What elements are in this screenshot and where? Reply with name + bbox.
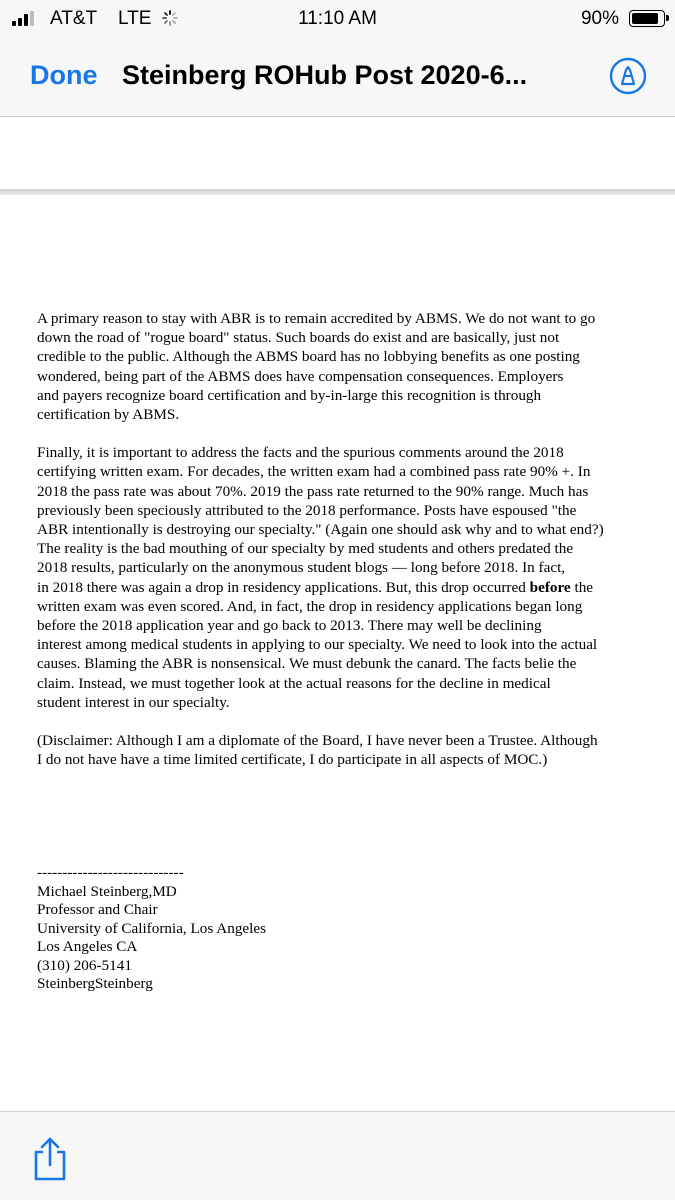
text-line: (Disclaimer: Although I am a diplomate of the Board, I have never been a Trustee. Although (37, 732, 598, 750)
status-bar (0, 0, 675, 40)
page-separator (0, 189, 675, 195)
text-line: student interest in our specialty. (37, 693, 230, 711)
bold-word: before (529, 578, 571, 596)
text-line: previously been speciously attributed to the 2018 performance. Posts have espoused "the (37, 501, 577, 519)
signature-rule: ----------------------------- (37, 864, 184, 881)
text-line: wondered, being part of the ABMS does have compensation consequences. Employers (37, 367, 564, 385)
signature-phone: (310) 206-5141 (37, 956, 132, 974)
text-line: certifying written exam. For decades, the written exam had a combined pass rate 90% +. In (37, 463, 591, 481)
bottom-toolbar (0, 1111, 675, 1200)
battery-level-fill (632, 13, 658, 24)
text-line: Finally, it is important to address the facts and the spurious comments around the 2018 (37, 444, 564, 462)
text-line: credible to the public. Although the ABMS board has no lobbying benefits as one posting (37, 348, 580, 366)
paragraph-disclaimer (37, 731, 647, 769)
text-line-with-bold (37, 578, 647, 597)
text-line: I do not have have a time limited certificate, I do participate in all aspects of MOC.) (37, 751, 548, 769)
text-segment: the (570, 578, 594, 596)
signature-block (37, 864, 266, 994)
navigation-bar (0, 40, 675, 117)
text-line: down the road of "rogue board" status. Such boards do exist and are basically, just not (37, 329, 560, 347)
text-line: written exam was even scored. And, in fact, the drop in residency applications began long (37, 597, 583, 615)
text-line: interest among medical students in applying to our specialty. We need to look into the actual (37, 636, 598, 654)
text-line: and payers recognize board certification and by-in-large this recognition is through (37, 386, 542, 404)
document-text (37, 309, 647, 788)
signature-name: Michael Steinberg,MD (37, 882, 177, 900)
text-line: A primary reason to stay with ABR is to remain accredited by ABMS. We do not want to go (37, 310, 596, 327)
text-line: The reality is the bad mouthing of our specialty by med students and others predated the (37, 540, 574, 558)
markup-pen-icon[interactable] (609, 57, 647, 95)
text-line: claim. Instead, we must together look at the actual reasons for the decline in medical (37, 674, 551, 692)
signature-handle: SteinbergSteinberg (37, 975, 153, 992)
signature-institution: University of California, Los Angeles (37, 919, 267, 937)
paragraph-abms (37, 309, 647, 424)
document-viewer[interactable] (0, 117, 675, 1111)
share-icon[interactable] (30, 1136, 70, 1182)
done-button[interactable]: Done (30, 60, 98, 90)
clock: 11:10 AM (298, 8, 377, 29)
text-segment: in 2018 there was again a drop in residency applications. But, this drop occurred (37, 578, 530, 596)
battery-icon (629, 10, 665, 27)
text-line: 2018 results, particularly on the anonymous student blogs — long before 2018. In fact, (37, 559, 566, 577)
text-line: 2018 the pass rate was about 70%. 2019 the pass rate returned to the 90% range. Much has (37, 482, 589, 500)
battery-percent: 90% (580, 8, 619, 29)
document-title: Steinberg ROHub Post 2020-6... (122, 60, 528, 90)
signature-title: Professor and Chair (37, 901, 158, 918)
text-line: ABR intentionally is destroying our specialty." (Again one should ask why and to what end?) (37, 521, 604, 539)
text-line: before the 2018 application year and go back to 2013. There may well be declining (37, 617, 542, 635)
text-line: certification by ABMS. (37, 406, 180, 424)
paragraph-exam (37, 443, 647, 712)
text-line: causes. Blaming the ABR is nonsensical. We must debunk the canard. The facts belie the (37, 655, 577, 673)
carrier-label: AT&T (50, 8, 98, 29)
signature-city: Los Angeles CA (37, 938, 138, 955)
network-type-label: LTE (118, 8, 152, 29)
